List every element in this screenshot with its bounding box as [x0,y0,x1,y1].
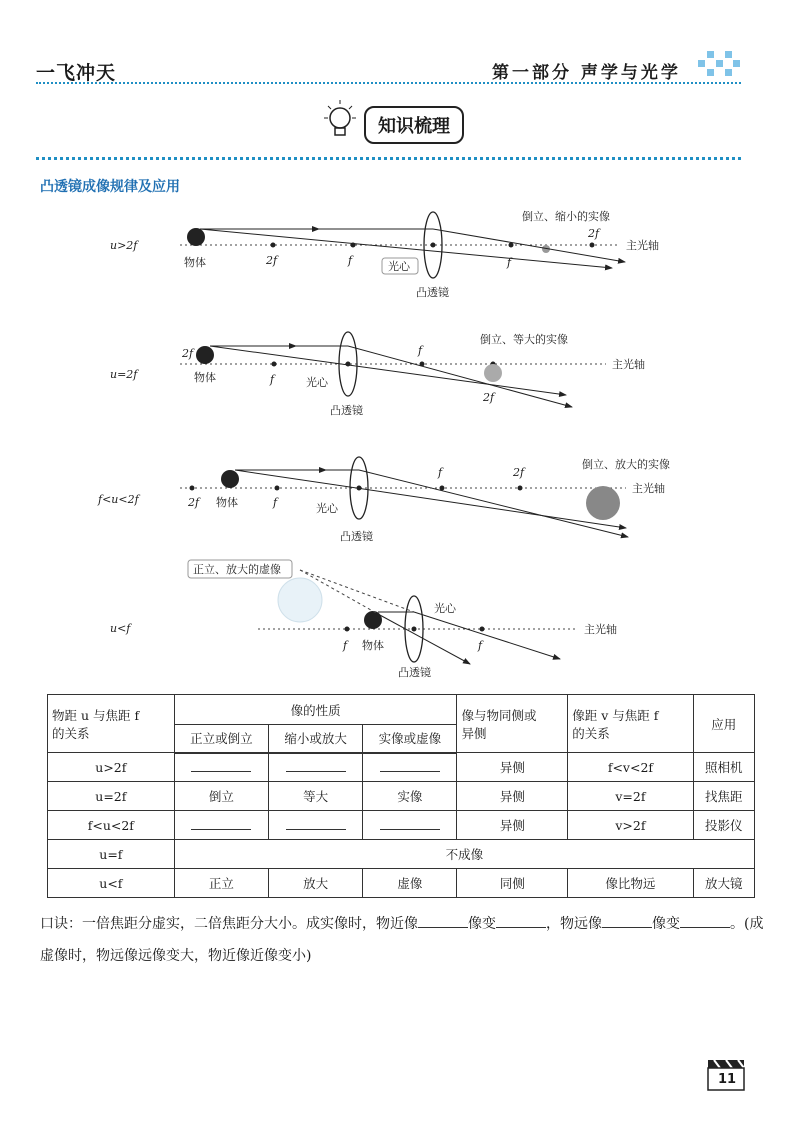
svg-text:u=2f: u=2f [110,368,138,381]
table-row: u>2f 异侧 f<v<2f 照相机 [48,753,755,782]
header-nature: 像的性质 [174,695,457,725]
svg-text:凸透镜: 凸透镜 [340,530,373,543]
condition-label: u>2f [110,239,138,252]
svg-text:光心: 光心 [434,602,456,615]
diagram-u-equal-2f [110,332,645,417]
header-real-virtual: 实像或虚像 [363,725,457,753]
svg-text:2f: 2f [513,466,525,479]
svg-text:主光轴: 主光轴 [584,623,617,636]
axis-label: 主光轴 [626,239,659,252]
table-row: u=f 不成像 [48,840,755,869]
answer-blank[interactable] [680,913,730,928]
svg-text:f<u<2f: f<u<2f [98,493,139,506]
svg-text:u<f: u<f [110,622,131,635]
svg-text:光心: 光心 [306,376,328,389]
diagram-u-less-f [110,560,617,679]
header-orientation: 正立或倒立 [174,725,268,753]
svg-text:f: f [270,373,275,386]
object-label: 物体 [184,256,206,269]
object-apple-icon [187,228,205,246]
diagram-f-lt-u-lt-2f [97,457,670,543]
svg-text:物体: 物体 [194,371,216,384]
section-title: 知识梳理 [364,106,464,144]
answer-blank[interactable] [602,913,652,928]
table-row: f<u<2f 异侧 v>2f 投影仪 [48,811,755,840]
svg-text:2f: 2f [483,391,495,404]
svg-text:f: f [418,344,423,357]
page-number: 11 [718,1072,737,1087]
answer-blank[interactable] [286,759,346,772]
svg-text:f: f [478,639,483,652]
header-application: 应用 [693,695,754,753]
answer-blank[interactable] [191,759,251,772]
table-row: u<f 正立 放大 虚像 同侧 像比物远 放大镜 [48,869,755,898]
svg-text:凸透镜: 凸透镜 [416,286,449,299]
svg-text:物体: 物体 [362,639,384,652]
svg-text:主光轴: 主光轴 [612,358,645,371]
svg-text:2f: 2f [266,254,278,267]
mnemonic-text: 口诀：一倍焦距分虚实，二倍焦距分大小。成实像时，物近像 像变 ，物远像 像变 。(成虚像时，物远像远像变大，物近像近像变小) [40,908,770,972]
header-relation: 物距 u 与焦距 f 的关系 [48,695,175,753]
svg-text:2f: 2f [188,496,200,509]
answer-blank[interactable] [380,759,440,772]
answer-blank[interactable] [286,817,346,830]
svg-text:凸透镜: 凸透镜 [330,404,363,417]
header-image-distance: 像距 v 与焦距 f 的关系 [568,695,693,753]
table-row: u=2f 倒立 等大 实像 异侧 v=2f 找焦距 [48,782,755,811]
svg-text:倒立、等大的实像: 倒立、等大的实像 [480,333,568,346]
topic-heading: 凸透镜成像规律及应用 [40,179,180,195]
header-side: 像与物同侧或 异侧 [457,695,568,753]
svg-text:f: f [348,254,353,267]
svg-text:倒立、放大的实像: 倒立、放大的实像 [582,458,670,471]
svg-text:倒立、缩小的实像: 倒立、缩小的实像 [522,210,610,223]
chapter-title: 第一部分 声学与光学 [492,63,681,83]
svg-text:光心: 光心 [388,260,410,273]
svg-text:f: f [273,496,278,509]
svg-text:2f: 2f [588,227,600,240]
imaging-rules-table [47,694,755,898]
svg-text:f: f [507,256,512,269]
svg-text:f: f [438,466,443,479]
answer-blank[interactable] [191,817,251,830]
svg-text:凸透镜: 凸透镜 [398,666,431,679]
book-brand: 一飞冲天 [36,62,117,84]
answer-blank[interactable] [496,913,546,928]
answer-blank[interactable] [380,817,440,830]
svg-text:光心: 光心 [316,502,338,515]
diagram-u-greater-2f [110,209,659,299]
svg-text:物体: 物体 [216,496,238,509]
svg-text:正立、放大的虚像: 正立、放大的虚像 [193,563,281,576]
svg-text:主光轴: 主光轴 [632,482,665,495]
svg-text:2f: 2f [182,347,194,360]
header-size: 缩小或放大 [268,725,362,753]
svg-text:f: f [343,639,348,652]
answer-blank[interactable] [418,913,468,928]
